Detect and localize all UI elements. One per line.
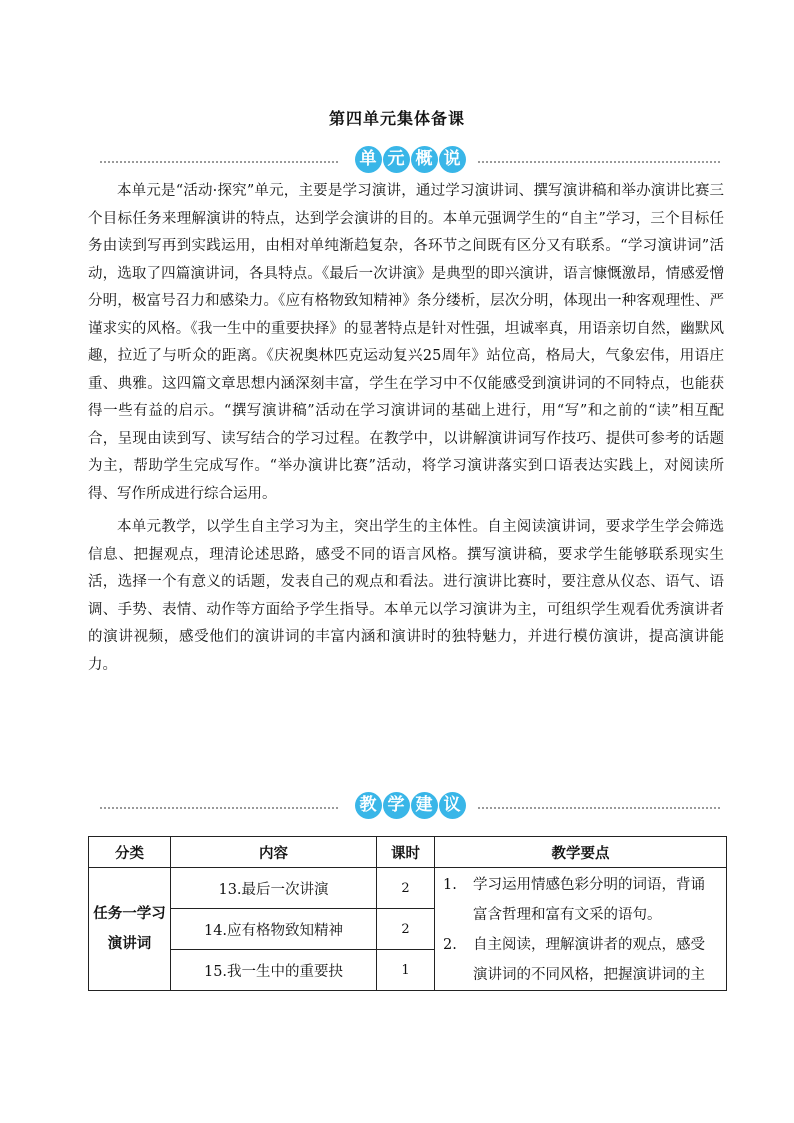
dotted-divider — [478, 807, 720, 809]
column-header: 内容 — [171, 837, 377, 868]
table-row — [89, 868, 727, 909]
dotted-divider — [478, 161, 720, 163]
heading-char: 议 — [439, 792, 466, 819]
list-item — [443, 930, 718, 990]
heading-char: 元 — [383, 146, 410, 173]
heading-char: 单 — [355, 146, 382, 173]
hours-cell: 1 — [377, 950, 435, 991]
section-heading — [354, 146, 466, 176]
section-heading — [354, 792, 466, 822]
list-item — [443, 870, 718, 930]
section-banner-unit-overview — [100, 146, 720, 176]
column-header: 教学要点 — [435, 837, 727, 868]
content-cell: 15.我一生中的重要抉 — [171, 950, 377, 991]
teaching-points-list — [443, 870, 718, 990]
heading-char: 建 — [411, 792, 438, 819]
content-cell: 14.应有格物致知精神 — [171, 909, 377, 950]
column-header: 分类 — [89, 837, 171, 868]
heading-char: 学 — [383, 792, 410, 819]
teaching-points-cell — [435, 868, 727, 991]
paragraph: 本单元教学，以学生自主学习为主，突出学生的主体性。自主阅读演讲词，要求学生学会筛选信息、把握观点，理清论述思路，感受不同的语言风格。撰写演讲稿，要求学生能够联系现实生活，选择一个有意义的话题，发表自己的观点和看法。进行演讲比赛时，要注意从仪态、语气、语调、手势、表情、动作等方面给予学生指导。本单元以学习演讲为主，可组织学生观看优秀演讲者的演讲视频，感受他们的演讲词的丰富内涵和演讲时的独特魅力，并进行模仿演讲，提高演讲能力。 — [88, 519, 724, 673]
table-header-row — [89, 837, 727, 868]
unit-overview-text — [88, 178, 724, 685]
heading-char: 说 — [439, 146, 466, 173]
dotted-divider — [100, 807, 338, 809]
page-title: 第四单元集体备课 — [328, 109, 465, 128]
list-text: 自主阅读，理解演讲者的观点，感受演讲词的不同风格，把握演讲词的主 — [473, 937, 705, 983]
hours-cell: 2 — [377, 868, 435, 909]
content-cell: 13.最后一次讲演 — [171, 868, 377, 909]
list-number: 1. — [443, 877, 457, 893]
teaching-plan-table — [88, 836, 727, 991]
dotted-divider — [100, 161, 338, 163]
paragraph: 本单元是“活动·探究”单元，主要是学习演讲，通过学习演讲词、撰写演讲稿和举办演讲比赛三个目标任务来理解演讲的特点，达到学会演讲的目的。本单元强调学生的“自主”学习，三个目标任务由读到写再到实践运用，由相对单纯渐趋复杂，各环节之间既有区分又有联系。“学习演讲词”活动，选取了四篇演讲词，各具特点。《最后一次讲演》是典型的即兴演讲，语言慷慨激昂，情感爱憎分明，极富号召力和感染力。《应有格物致知精神》条分缕析，层次分明，体现出一种客观理性、严谨求实的风格。《我一生中的重要抉择》的显著特点是针对性强，坦诚率真，用语亲切自然，幽默风趣，拉近了与听众的距离。《庆祝奥林匹克运动复兴25周年》站位高，格局大，气象宏伟，用语庄重、典雅。这四篇文章思想内涵深刻丰富，学生在学习中不仅能感受到演讲词的不同特点，也能获得一些有益的启示。“撰写演讲稿”活动在学习演讲词的基础上进行，用“写”和之前的“读”相互配合，呈现由读到写、读写结合的学习过程。在教学中，以讲解演讲词写作技巧、提供可参考的话题为主，帮助学生完成写作。“举办演讲比赛”活动，将学习演讲落实到口语表达实践上，对阅读所得、写作所成进行综合运用。 — [88, 183, 724, 502]
heading-char: 教 — [355, 792, 382, 819]
heading-char: 概 — [411, 146, 438, 173]
column-header: 课时 — [377, 837, 435, 868]
list-text: 学习运用情感色彩分明的词语，背诵富含哲理和富有文采的语句。 — [473, 877, 705, 923]
category-cell: 任务一学习演讲词 — [89, 868, 171, 991]
list-number: 2. — [443, 937, 457, 953]
hours-cell: 2 — [377, 909, 435, 950]
section-banner-teaching-suggestions — [100, 792, 720, 822]
